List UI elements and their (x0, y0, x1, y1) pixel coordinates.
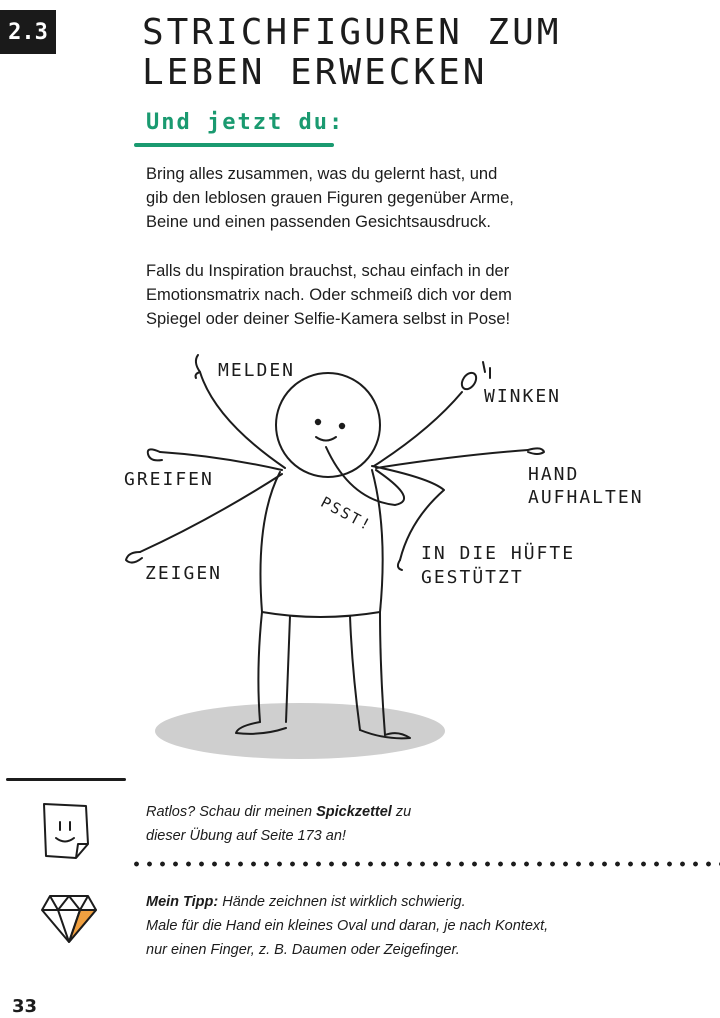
text-line: Falls du Inspiration brauchst, schau einfach in der (146, 262, 510, 280)
tip-haende (146, 890, 548, 962)
arm-aufhalten (376, 450, 528, 468)
figure-eye-left (316, 420, 320, 424)
label-psst: PSST! (317, 493, 375, 535)
label-greifen: GREIFEN (124, 469, 214, 490)
instruction-paragraph-2 (146, 259, 566, 331)
tip-line: Mein Tipp: Hände zeichnen ist wirklich schwierig. (146, 894, 466, 910)
subheading: Und jetzt du: (146, 110, 345, 135)
text-line: gib den leblosen grauen Figuren gegenüber Arme, (146, 189, 514, 207)
hand-winken (459, 370, 479, 392)
ground-shadow (155, 703, 445, 759)
text-line: Beine und einen passenden Gesichtsausdruck. (146, 213, 491, 231)
hand-greifen (148, 449, 162, 460)
label-aufhalten: AUFHALTEN (528, 487, 644, 508)
note-face-icon (38, 800, 94, 862)
label-hand: HAND (528, 464, 580, 485)
hand-zeigen (126, 552, 142, 563)
section-divider (6, 778, 126, 781)
figure-body (260, 470, 382, 617)
arm-winken (374, 392, 462, 466)
page-title-line-1: STRICHFIGUREN ZUM (142, 12, 562, 53)
tip-line: Ratlos? Schau dir meinen Spickzettel zu (146, 804, 412, 820)
text-line: Emotionsmatrix nach. Oder schmeiß dich vor dem (146, 286, 512, 304)
label-huefte-1: IN DIE HÜFTE (421, 543, 576, 564)
section-badge: 2.3 (0, 10, 56, 54)
dotted-separator (130, 860, 720, 868)
figure-mouth (316, 437, 336, 441)
figure-head (276, 373, 380, 477)
label-huefte-2: GESTÜTZT (421, 567, 524, 588)
label-winken: WINKEN (484, 386, 562, 407)
hand-melden (196, 355, 201, 378)
arm-melden (200, 372, 285, 468)
text-line: Bring alles zusammen, was du gelernt hast, und (146, 165, 498, 183)
tip-line: dieser Übung auf Seite 173 an! (146, 828, 346, 844)
tip-line: nur einen Finger, z. B. Daumen oder Zeigefinger. (146, 942, 460, 958)
wave-marks (483, 362, 490, 378)
instruction-paragraph-1 (146, 162, 566, 234)
label-melden: MELDEN (218, 360, 296, 381)
hand-huefte (398, 560, 402, 570)
diamond-icon (40, 892, 98, 946)
page-title-line-2: LEBEN ERWECKEN (142, 52, 488, 93)
text-line: Spiegel oder deiner Selfie-Kamera selbst in Pose! (146, 310, 511, 328)
page-number: 33 (12, 996, 38, 1017)
hand-aufhalten (528, 448, 544, 454)
label-zeigen: ZEIGEN (145, 563, 223, 584)
stick-figure-illustration (0, 340, 720, 770)
figure-eye-right (340, 424, 344, 428)
tip-line: Male für die Hand ein kleines Oval und daran, je nach Kontext, (146, 918, 549, 934)
tip-spickzettel (146, 800, 411, 848)
subheading-underline (134, 143, 334, 147)
